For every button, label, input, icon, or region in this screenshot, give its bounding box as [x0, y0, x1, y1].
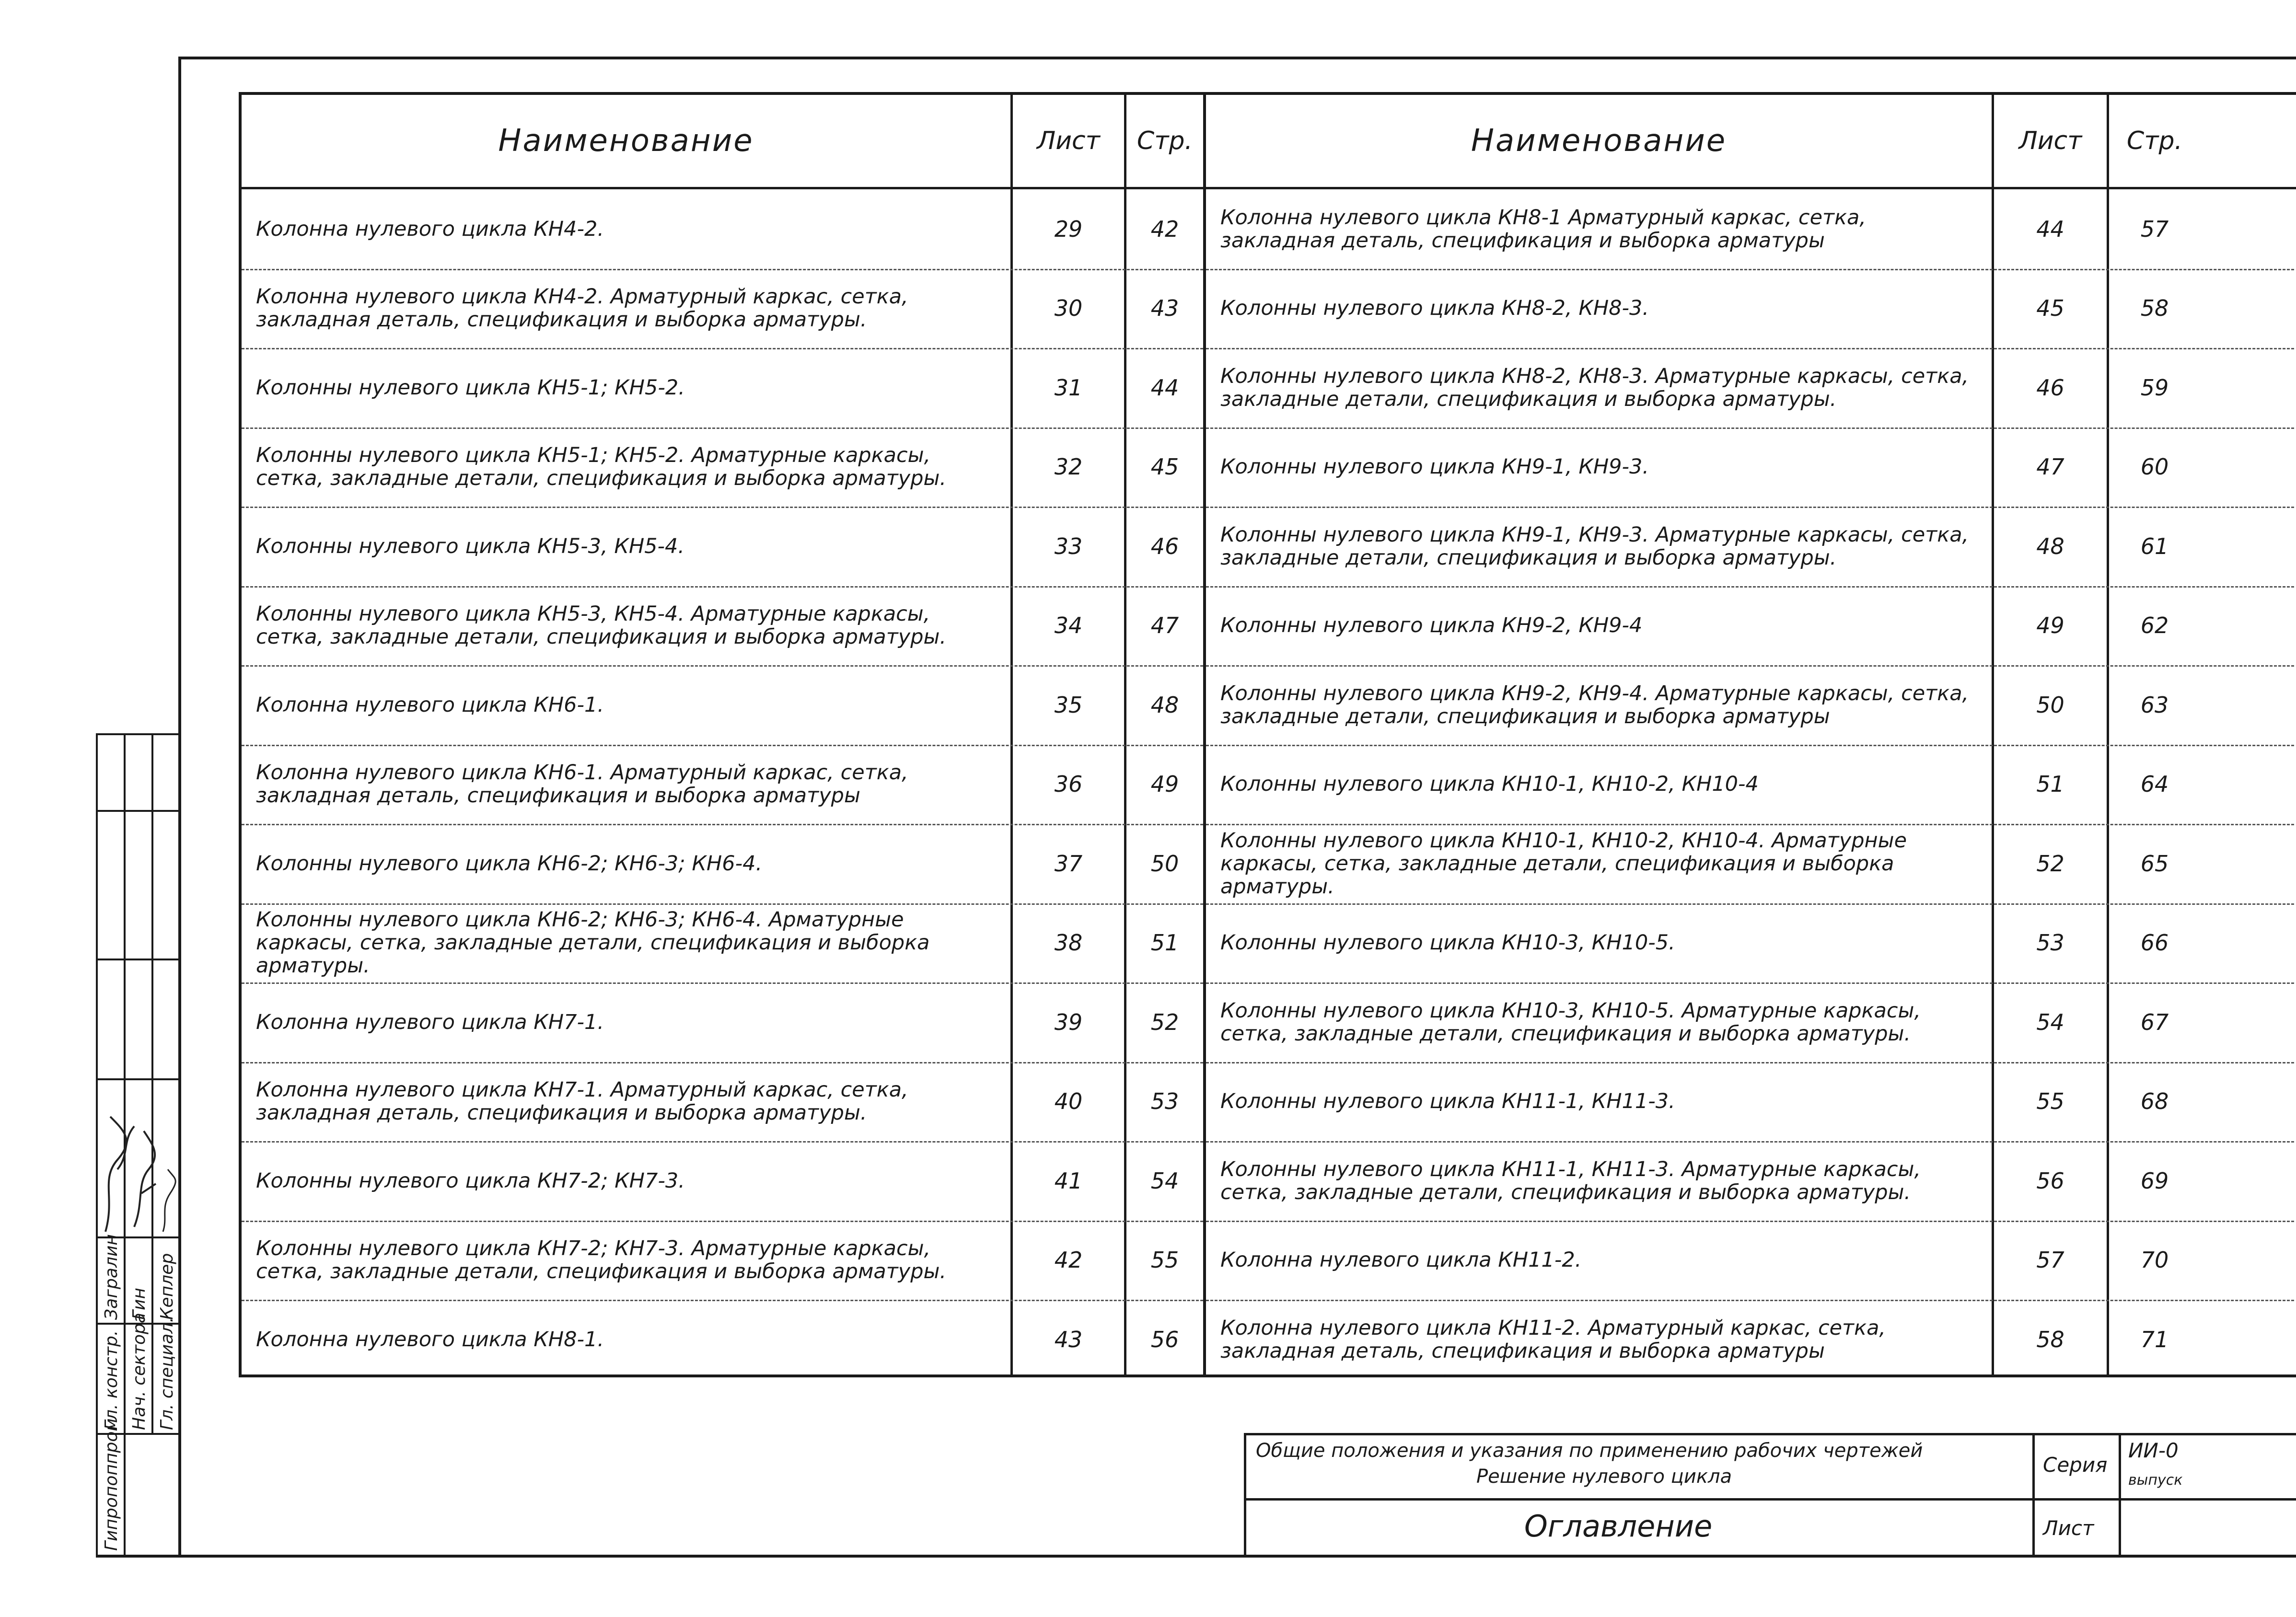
- right-row-8-page: 64: [2140, 771, 2169, 797]
- signatures: [96, 1074, 182, 1246]
- right-row-2-sheet: 45: [2036, 295, 2064, 322]
- left-row-12-sheet: 40: [1054, 1088, 1083, 1115]
- left-row-15-sheet: 43: [1054, 1326, 1083, 1352]
- right-row-10-sheet: 53: [2036, 930, 2064, 956]
- frame-left: [178, 57, 181, 1557]
- left-row-3-name: Колонны нулевого цикла КН5-1; КН5-2.: [256, 375, 685, 400]
- header-sheet-left: Лист: [1037, 127, 1100, 155]
- right-row-13-sheet: 56: [2036, 1167, 2064, 1194]
- header-sheet-right: Лист: [2018, 127, 2082, 155]
- left-row-7-sheet: 35: [1054, 692, 1083, 718]
- side-stamp-row2: [96, 959, 181, 960]
- right-row-7-page: 63: [2140, 692, 2169, 718]
- left-row-4-name: Колонны нулевого цикла КН5-1; КН5-2. Арматурные каркасы, сетка, закладные детали, спецификация и выборка арматуры.: [256, 443, 947, 491]
- title-block-left: [1244, 1433, 1246, 1557]
- left-row-10-name: Колонны нулевого цикла КН6-2; КН6-3; КН6-4. Арматурные каркасы, сетка, закладные детали, спецификация и выборка арматуры.: [256, 908, 930, 978]
- right-row-3-page: 59: [2140, 374, 2169, 401]
- left-row-3-sheet: 31: [1054, 374, 1083, 401]
- left-row-8-sheet: 36: [1054, 771, 1083, 797]
- left-row-6-page: 47: [1150, 612, 1179, 639]
- right-row-15-page: 71: [2140, 1326, 2169, 1352]
- sheet-label: Лист: [2043, 1516, 2094, 1540]
- side-stamp-role-2: Нач. сектора: [129, 1313, 149, 1430]
- right-row-9-page: 65: [2140, 850, 2169, 877]
- right-row-5-name: Колонны нулевого цикла КН9-1, КН9-3. Арматурные каркасы, сетка, закладные детали, спецификация и выборка арматуры.: [1220, 522, 1969, 570]
- left-row-7-page: 48: [1150, 692, 1179, 718]
- left-row-3-page: 44: [1150, 374, 1179, 401]
- right-row-9-sheet: 52: [2036, 850, 2064, 877]
- left-row-11-page: 52: [1150, 1009, 1179, 1035]
- left-row-5-sheet: 33: [1054, 533, 1083, 559]
- header-page-left: Стр.: [1136, 127, 1193, 155]
- left-row-5-page: 46: [1150, 533, 1179, 559]
- side-stamp-row1: [96, 810, 181, 812]
- left-row-6-name: Колонны нулевого цикла КН5-3, КН5-4. Арматурные каркасы, сетка, закладные детали, спецификация и выборка арматуры.: [256, 602, 947, 649]
- left-row-4-page: 45: [1150, 454, 1179, 480]
- sheet-title: Оглавление: [1524, 1509, 1713, 1544]
- right-row-9-name: Колонны нулевого цикла КН10-1, КН10-2, КН10-4. Арматурные каркасы, сетка, закладные детали, спецификация и выборка арматуры.: [1220, 828, 1907, 899]
- left-row-9-name: Колонны нулевого цикла КН6-2; КН6-3; КН6-4.: [256, 851, 763, 876]
- right-row-8-sheet: 51: [2036, 771, 2064, 797]
- header-name-right: Наименование: [1471, 123, 1727, 159]
- right-row-15-sheet: 58: [2036, 1326, 2064, 1352]
- left-row-9-sheet: 37: [1054, 850, 1083, 877]
- series-value: ИИ-0: [2128, 1439, 2179, 1462]
- right-row-10-page: 66: [2140, 930, 2169, 956]
- side-stamp-role-3: Гл. специал.: [157, 1317, 177, 1430]
- right-row-15-name: Колонна нулевого цикла КН11-2. Арматурный каркас, сетка, закладная деталь, спецификация и выборка арматуры: [1220, 1316, 1886, 1363]
- side-stamp-name-1: Загралин: [102, 1234, 121, 1320]
- right-row-10-name: Колонны нулевого цикла КН10-3, КН10-5.: [1220, 931, 1675, 955]
- right-row-1-page: 57: [2140, 216, 2169, 242]
- right-row-2-name: Колонны нулевого цикла КН8-2, КН8-3.: [1220, 296, 1649, 321]
- left-row-10-page: 51: [1150, 930, 1179, 956]
- side-stamp-role-1: Гл. констр.: [102, 1330, 121, 1430]
- right-row-14-page: 70: [2140, 1247, 2169, 1273]
- side-stamp-name-3: Кеплер: [157, 1253, 177, 1320]
- title-block-mid: [1244, 1498, 2296, 1501]
- title-block-top: [1244, 1433, 2296, 1435]
- issue-label: выпуск: [2128, 1472, 2183, 1489]
- left-row-11-name: Колонна нулевого цикла КН7-1.: [256, 1010, 604, 1034]
- side-stamp-name-2: Гин: [129, 1288, 149, 1320]
- left-row-14-page: 55: [1150, 1247, 1179, 1273]
- right-row-11-sheet: 54: [2036, 1009, 2064, 1035]
- left-row-8-name: Колонна нулевого цикла КН6-1. Арматурный каркас, сетка, закладная деталь, спецификация и выборка арматуры: [256, 761, 908, 808]
- right-row-4-sheet: 47: [2036, 454, 2064, 480]
- left-row-10-sheet: 38: [1054, 930, 1083, 956]
- right-row-5-sheet: 48: [2036, 533, 2064, 559]
- left-row-14-sheet: 42: [1054, 1247, 1083, 1273]
- right-row-3-sheet: 46: [2036, 374, 2064, 401]
- right-row-14-sheet: 57: [2036, 1247, 2064, 1273]
- right-row-6-name: Колонны нулевого цикла КН9-2, КН9-4: [1220, 613, 1643, 638]
- left-row-1-page: 42: [1150, 216, 1179, 242]
- right-row-14-name: Колонна нулевого цикла КН11-2.: [1220, 1248, 1582, 1272]
- left-row-11-sheet: 39: [1054, 1009, 1083, 1035]
- left-row-15-name: Колонна нулевого цикла КН8-1.: [256, 1327, 604, 1351]
- right-row-5-page: 61: [2140, 533, 2169, 559]
- right-row-6-page: 62: [2140, 612, 2169, 639]
- left-row-13-name: Колонны нулевого цикла КН7-2; КН7-3.: [256, 1168, 685, 1193]
- left-row-12-page: 53: [1150, 1088, 1179, 1115]
- title-description-2: Решение нулевого цикла: [1476, 1466, 1732, 1488]
- left-row-13-page: 54: [1150, 1167, 1179, 1194]
- left-row-15-page: 56: [1150, 1326, 1179, 1352]
- left-row-4-sheet: 32: [1054, 454, 1083, 480]
- left-row-9-page: 50: [1150, 850, 1179, 877]
- left-row-7-name: Колонна нулевого цикла КН6-1.: [256, 693, 604, 717]
- left-row-6-sheet: 34: [1054, 612, 1083, 639]
- frame-top: [178, 57, 2296, 59]
- right-row-12-sheet: 55: [2036, 1088, 2064, 1115]
- left-row-8-page: 49: [1150, 771, 1179, 797]
- right-row-4-name: Колонны нулевого цикла КН9-1, КН9-3.: [1220, 455, 1649, 479]
- title-description-1: Общие положения и указания по применению рабочих чертежей: [1256, 1440, 1923, 1462]
- left-row-1-sheet: 29: [1054, 216, 1083, 242]
- title-block-sep1: [2032, 1433, 2035, 1557]
- left-row-2-page: 43: [1150, 295, 1179, 322]
- right-row-7-name: Колонны нулевого цикла КН9-2, КН9-4. Арматурные каркасы, сетка, закладные детали, спецификация и выборка арматуры: [1220, 681, 1969, 728]
- side-stamp-top: [96, 733, 181, 735]
- right-row-13-name: Колонны нулевого цикла КН11-1, КН11-3. Арматурные каркасы, сетка, закладные детали, спецификация и выборка арматуры.: [1220, 1157, 1921, 1204]
- left-row-12-name: Колонна нулевого цикла КН7-1. Арматурный каркас, сетка, закладная деталь, спецификация и выборка арматуры.: [256, 1078, 908, 1125]
- left-row-14-name: Колонны нулевого цикла КН7-2; КН7-3. Арматурные каркасы, сетка, закладные детали, спецификация и выборка арматуры.: [256, 1236, 947, 1284]
- left-row-2-sheet: 30: [1054, 295, 1083, 322]
- right-row-6-sheet: 49: [2036, 612, 2064, 639]
- left-row-2-name: Колонна нулевого цикла КН4-2. Арматурный каркас, сетка, закладная деталь, спецификация и выборка арматуры.: [256, 285, 908, 332]
- title-block-sep2: [2119, 1433, 2121, 1557]
- right-row-12-name: Колонны нулевого цикла КН11-1, КН11-3.: [1220, 1089, 1675, 1114]
- left-row-13-sheet: 41: [1054, 1167, 1083, 1194]
- frame-bottom: [96, 1555, 2296, 1558]
- left-row-1-name: Колонна нулевого цикла КН4-2.: [256, 217, 604, 241]
- right-row-13-page: 69: [2140, 1167, 2169, 1194]
- header-page-right: Стр.: [2126, 127, 2183, 155]
- left-row-5-name: Колонны нулевого цикла КН5-3, КН5-4.: [256, 534, 685, 558]
- series-label: Серия: [2043, 1453, 2108, 1477]
- right-row-11-name: Колонны нулевого цикла КН10-3, КН10-5. Арматурные каркасы, сетка, закладные детали, спецификация и выборка арматуры.: [1220, 998, 1921, 1046]
- right-row-1-name: Колонна нулевого цикла КН8-1 Арматурный каркас, сетка, закладная деталь, спецификация и выборка арматуры: [1220, 205, 1867, 253]
- side-stamp-org: Гипропоппром: [102, 1418, 121, 1551]
- right-row-11-page: 67: [2140, 1009, 2169, 1035]
- right-row-8-name: Колонны нулевого цикла КН10-1, КН10-2, КН10-4: [1220, 772, 1759, 797]
- right-row-2-page: 58: [2140, 295, 2169, 322]
- right-row-7-sheet: 50: [2036, 692, 2064, 718]
- right-row-1-sheet: 44: [2036, 216, 2064, 242]
- right-row-4-page: 60: [2140, 454, 2169, 480]
- header-name-left: Наименование: [498, 123, 754, 159]
- right-row-3-name: Колонны нулевого цикла КН8-2, КН8-3. Арматурные каркасы, сетка, закладные детали, спецификация и выборка арматуры.: [1220, 364, 1969, 411]
- right-row-12-page: 68: [2140, 1088, 2169, 1115]
